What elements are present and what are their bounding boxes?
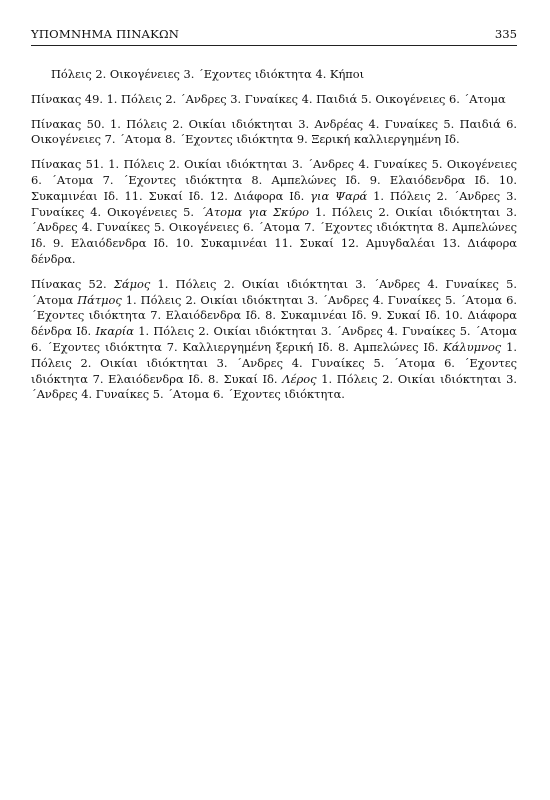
legend-paragraph-table-50 — [31, 117, 517, 149]
text-segment: Πίνακας 49. 1. Πόλεις 2. ΄Ανδρες 3. Γυναίκες 4. Παιδιά 5. Οικογένειες 6. ΄Ατομα — [31, 91, 506, 106]
running-head — [31, 26, 517, 42]
text-segment: 1. Πόλεις 2. Οικίαι ιδιόκτηται 3. ΄Ανδρες 4. Γυναίκες 5. ΄Ατομα — [31, 276, 517, 307]
italic-text-segment: Σάμος — [113, 276, 151, 291]
legend-paragraph-table-52 — [31, 277, 517, 403]
legend-paragraph-table-51 — [31, 157, 517, 268]
text-segment: 1. Πόλεις 2. Οικίαι ιδιόκτηται 3. ΄Ανδρες 4. Γυναίκες 5. ΄Ατομα 6. ΄Εχοντες ιδιόκτητα 7. Ελαιόδενδρα Ιδ. 8. Συκαμινέαι Ιδ. 9. Συκαί Ιδ. 10. Διάφορα δένδρα Ιδ. — [31, 292, 518, 339]
page-title: ΥΠΟΜΝΗΜΑ ΠΙΝΑΚΩΝ — [31, 27, 180, 41]
header-rule — [31, 45, 517, 46]
legend-paragraph-table-49 — [31, 92, 517, 108]
text-segment: Πίνακας 52. — [31, 276, 114, 291]
text-segment: 1. Πόλεις 2. Οικίαι ιδιόκτηται 3. ΄Ανδρες 4. Γυναίκες 5. ΄Ατομα 6. ΄Εχοντες ιδιόκτητα 7. Ελαιόδενδρα Ιδ. 8. Συκαί Ιδ. — [31, 339, 517, 386]
italic-text-segment: Κάλυμνος — [443, 339, 502, 354]
text-segment: Πίνακας 51. 1. Πόλεις 2. Οικίαι ιδιόκτηται 3. ΄Ανδρες 4. Γυναίκες 5. Οικογένειες 6. ΄Ατομα 7. ΄Εχοντες ιδιόκτητα 8. Αμπελώνες Ιδ. 9. Ελαιόδενδρα Ιδ. 10. Συκαμινέαι Ιδ. 11. Συκαί Ιδ. 12. Διάφορα Ιδ. — [31, 157, 517, 203]
text-segment: 1. Πόλεις 2. Οικίαι ιδιόκτηται 3. ΄Ανδρες 4. Γυναίκες 5. ΄Ατομα 6. ΄Εχοντες ιδιόκτητα 7. Καλλιεργημένη ξερική Ιδ. 8. Αμπελώνες Ιδ. — [31, 324, 517, 354]
table-legend-body — [31, 67, 517, 412]
page-number: 335 — [494, 27, 517, 41]
text-segment: 1. Πόλεις 2. ΄Ανδρες 3. Γυναίκες 4. Οικογένειες 5. — [31, 188, 517, 219]
text-segment: 1. Πόλεις 2. Οικίαι ιδιόκτηται 3. ΄Ανδρες 4. Γυναίκες 5. ΄Ατομα 6. ΄Εχοντες ιδιόκτητα. — [31, 371, 517, 402]
text-segment: 1. Πόλεις 2. Οικίαι ιδιόκτηται 3. ΄Ανδρες 4. Γυναίκες 5. Οικογένειες 6. ΄Ατομα 7. ΄Εχοντες ιδιόκτητα 8. Αμπελώνες Ιδ. 9. Ελαιόδενδρα Ιδ. 10. Συκαμινέαι 11. Συκαί 12. Αμυγδαλέαι 13. Διάφορα δένδρα. — [31, 204, 517, 266]
legend-paragraph-continued — [31, 67, 517, 83]
italic-text-segment: Πάτμος — [77, 292, 122, 307]
text-segment: Πίνακας 50. 1. Πόλεις 2. Οικίαι ιδιόκτηται 3. Ανδρέας 4. Γυναίκες 5. Παιδιά 6. Οικογένειες 7. ΄Ατομα 8. ΄Εχοντες ιδιόκτητα 9. Ξερική καλλιεργημένη Ιδ. — [31, 116, 517, 147]
italic-text-segment: Ικαρία — [95, 324, 134, 339]
italic-text-segment: για Ψαρά — [310, 188, 368, 203]
text-segment: Πόλεις 2. Οικογένειες 3. ΄Εχοντες ιδιόκτητα 4. Κήποι — [51, 67, 365, 81]
italic-text-segment: Λέρος — [282, 371, 317, 386]
italic-text-segment: ΄Ατομα για Σκύρο — [199, 204, 309, 219]
